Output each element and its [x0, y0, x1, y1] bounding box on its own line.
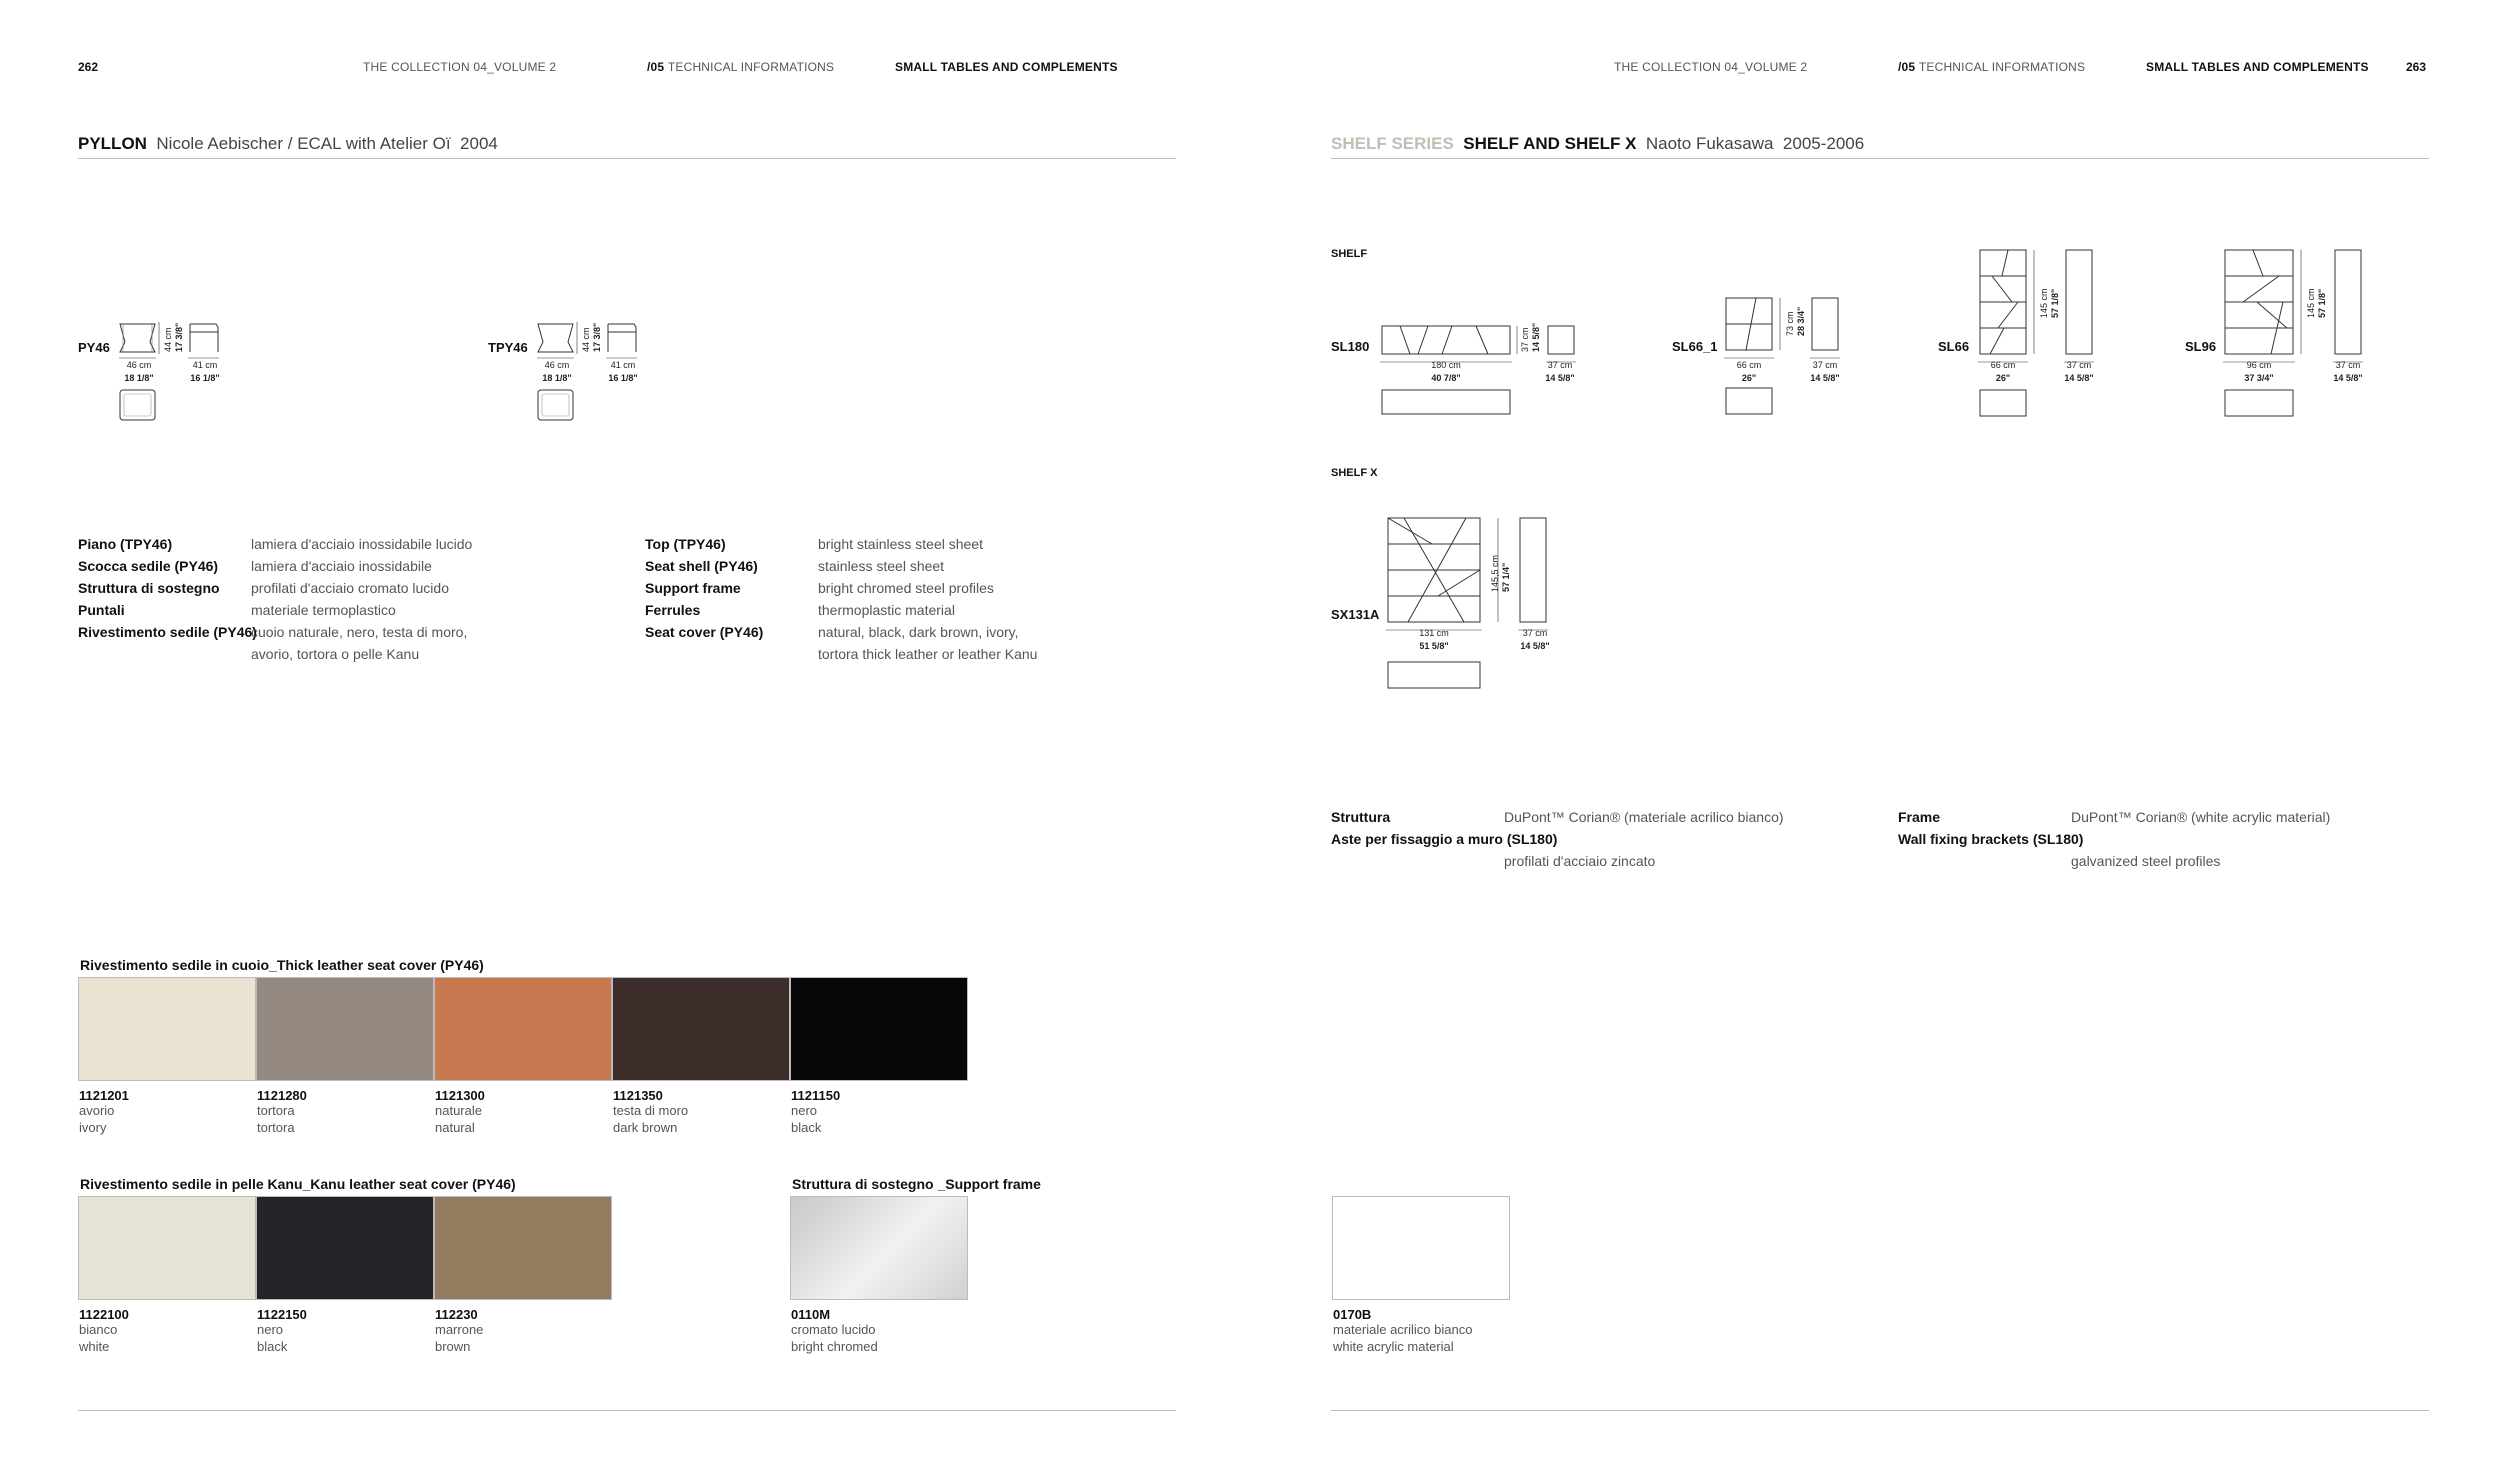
swatch-name-en: black: [791, 1120, 822, 1135]
swatch-cromato-lucido[interactable]: [790, 1196, 968, 1300]
sl96-width-cm: 96 cm: [2246, 360, 2272, 370]
spec-key: Top (TPY46): [645, 536, 726, 552]
swatch-naturale[interactable]: [434, 977, 612, 1081]
swatch-name-en: natural: [435, 1120, 475, 1135]
tpy46-depth-in: 16 1/8": [608, 373, 638, 383]
sl96-depth-cm: 37 cm: [2335, 360, 2361, 370]
swatch-name-en: brown: [435, 1339, 471, 1354]
sl66-width-cm: 66 cm: [1990, 360, 2016, 370]
spec-key: Wall fixing brackets (SL180): [1898, 831, 2084, 847]
sl180-width-in: 40 7/8": [1431, 373, 1461, 383]
swatch-code: 0170B: [1333, 1307, 1372, 1322]
specs-english: [1898, 806, 2428, 876]
swatch-testa-di-moro[interactable]: [612, 977, 790, 1081]
sl96-drawing: [2223, 242, 2373, 422]
spec-key: Aste per fissaggio a muro (SL180): [1331, 831, 1558, 847]
spec-key: Struttura: [1331, 809, 1391, 825]
spec-value: galvanized steel profiles: [2071, 853, 2221, 869]
swatch-name-it: bianco: [79, 1322, 118, 1337]
shelf-group-label: SHELF: [1331, 248, 1368, 260]
spec-value: stainless steel sheet: [818, 558, 945, 574]
tpy46-width-in: 18 1/8": [542, 373, 572, 383]
swatch-name-en: black: [257, 1339, 288, 1354]
section-number: /05: [1898, 60, 1916, 74]
spec-key: Ferrules: [645, 602, 701, 618]
swatch-name-it: naturale: [435, 1103, 482, 1118]
title-rule: [1331, 158, 2429, 159]
swatch-name-it: tortora: [257, 1103, 295, 1118]
collection-label: THE COLLECTION 04_VOLUME 2: [363, 60, 557, 74]
sl96-width-in: 37 3/4": [2244, 373, 2274, 383]
sl66-height-cm: 145 cm: [2039, 288, 2049, 318]
spec-key: Rivestimento sedile (PY46): [78, 624, 257, 640]
spec-value: tortora thick leather or leather Kanu: [818, 646, 1038, 662]
spec-value: DuPont™ Corian® (materiale acrilico bianco): [1504, 809, 1784, 825]
sl180-width-cm: 180 cm: [1431, 360, 1461, 370]
swatch-name-it: cromato lucido: [791, 1322, 876, 1337]
support-frame-heading: Struttura di sostegno _Support frame: [792, 1176, 1041, 1192]
spec-value: profilati d'acciaio cromato lucido: [251, 580, 449, 596]
thick-leather-heading: Rivestimento sedile in cuoio_Thick leather seat cover (PY46): [80, 957, 484, 973]
swatch-code: 1122100: [79, 1307, 129, 1322]
sl66-height-in: 57 1/8": [2050, 288, 2060, 318]
py46-width-in: 18 1/8": [124, 373, 154, 383]
swatch-name-en: white: [79, 1339, 110, 1354]
spec-value: avorio, tortora o pelle Kanu: [251, 646, 420, 662]
spec-value: bright chromed steel profiles: [818, 580, 994, 596]
swatch-bianco[interactable]: [78, 1196, 256, 1300]
spec-key: Struttura di sostegno: [78, 580, 220, 596]
product-name: PYLLON: [78, 134, 147, 153]
tpy46-width-cm: 46 cm: [544, 360, 570, 370]
product-name: SHELF AND SHELF X: [1463, 134, 1637, 153]
specs-english: [645, 533, 1205, 673]
category-label: [2146, 60, 2369, 74]
category-text: SMALL TABLES AND COMPLEMENTS: [895, 60, 1118, 74]
section-label: [647, 60, 834, 74]
section-label: [1898, 60, 2085, 74]
swatch-name-it: marrone: [435, 1322, 484, 1337]
swatch-marrone[interactable]: [434, 1196, 612, 1300]
spec-key: Scocca sedile (PY46): [78, 558, 219, 574]
swatch-code: 0110M: [791, 1307, 831, 1322]
spec-key: Seat cover (PY46): [645, 624, 764, 640]
spec-value: thermoplastic material: [818, 602, 955, 618]
swatch-name-en: dark brown: [613, 1120, 678, 1135]
section-name: TECHNICAL INFORMATIONS: [1918, 60, 2086, 74]
title-rule: [78, 158, 1176, 159]
py46-width-cm: 46 cm: [126, 360, 152, 370]
product-title: [1331, 134, 1864, 154]
swatch-name-en: ivory: [79, 1120, 107, 1135]
spec-value: lamiera d'acciaio inossidabile lucido: [251, 536, 473, 552]
swatch-name-it: avorio: [79, 1103, 115, 1118]
category-text: SMALL TABLES AND COMPLEMENTS: [2146, 60, 2369, 74]
swatch-avorio[interactable]: [78, 977, 256, 1081]
swatch-code: 1121201: [79, 1088, 129, 1103]
swatch-code: 1122150: [257, 1307, 307, 1322]
swatch-code: 112230: [435, 1307, 478, 1322]
product-designer: Nicole Aebischer / ECAL with Atelier Oï: [156, 134, 451, 153]
sx131a-depth-in: 14 5/8": [1520, 641, 1550, 651]
tpy46-depth-cm: 41 cm: [610, 360, 636, 370]
spec-key: Seat shell (PY46): [645, 558, 758, 574]
sl96-height-cm: 145 cm: [2306, 288, 2316, 318]
product-title: [78, 134, 498, 154]
py46-height-cm: 44 cm: [163, 327, 173, 352]
specs-italian: [78, 533, 638, 673]
swatch-nero[interactable]: [790, 977, 968, 1081]
kanu-leather-heading: Rivestimento sedile in pelle Kanu_Kanu leather seat cover (PY46): [80, 1176, 516, 1192]
swatch-code: 1121350: [613, 1088, 663, 1103]
sl66-1-drawing: [1724, 290, 1844, 420]
swatch-name-it: nero: [791, 1103, 818, 1118]
spec-value: natural, black, dark brown, ivory,: [818, 624, 1019, 640]
drawing-code-sx131a: SX131A: [1331, 607, 1380, 622]
drawing-code-sl180: SL180: [1331, 339, 1370, 354]
spec-value: profilati d'acciaio zincato: [1504, 853, 1656, 869]
swatch-name-en: bright chromed: [791, 1339, 878, 1354]
swatch-name-it: testa di moro: [613, 1103, 689, 1118]
footer-rule: [78, 1410, 1176, 1411]
sl96-depth-in: 14 5/8": [2333, 373, 2363, 383]
py46-depth-cm: 41 cm: [192, 360, 218, 370]
drawing-code-sl66: SL66: [1938, 339, 1970, 354]
sl66-depth-in: 14 5/8": [2064, 373, 2094, 383]
sl66-1-height-in: 28 3/4": [1796, 306, 1806, 336]
drawing-code-tpy46: TPY46: [488, 340, 528, 355]
shelfx-group-label: SHELF X: [1331, 467, 1378, 479]
sl66-1-width-cm: 66 cm: [1736, 360, 1762, 370]
sl180-depth-in: 14 5/8": [1545, 373, 1575, 383]
sl66-1-height-cm: 73 cm: [1785, 311, 1795, 336]
category-label: [895, 60, 1118, 74]
py46-height-in: 17 3/8": [174, 322, 184, 352]
section-number: /05: [647, 60, 665, 74]
spec-key: Support frame: [645, 580, 741, 596]
sl180-height-in: 14 5/8": [1531, 322, 1541, 352]
sx131a-height-cm: 145,5 cm: [1490, 554, 1500, 592]
sx131a-height-in: 57 1/4": [1501, 562, 1511, 592]
swatch-acrilico-bianco[interactable]: [1332, 1196, 1510, 1300]
swatch-code: 1121150: [791, 1088, 841, 1103]
swatch-name-it: nero: [257, 1322, 284, 1337]
sx131a-drawing: [1386, 510, 1586, 700]
page-number: 263: [2406, 60, 2427, 74]
product-designer: Naoto Fukasawa: [1645, 134, 1774, 153]
sl66-drawing: [1978, 242, 2098, 422]
sl66-width-in: 26": [1995, 373, 2011, 383]
spec-value: bright stainless steel sheet: [818, 536, 983, 552]
sl180-depth-cm: 37 cm: [1547, 360, 1573, 370]
drawing-code-py46: PY46: [78, 340, 110, 355]
product-series: SHELF SERIES: [1331, 134, 1454, 153]
sl66-depth-cm: 37 cm: [2066, 360, 2092, 370]
product-year: 2005-2006: [1782, 134, 1865, 153]
spec-key: Frame: [1898, 809, 1941, 825]
drawing-code-sl96: SL96: [2185, 339, 2217, 354]
collection-label: THE COLLECTION 04_VOLUME 2: [1614, 60, 1808, 74]
sl66-1-width-in: 26": [1741, 373, 1757, 383]
spec-value: DuPont™ Corian® (white acrylic material): [2071, 809, 2331, 825]
swatch-nero-kanu[interactable]: [256, 1196, 434, 1300]
tpy46-height-in: 17 3/8": [592, 322, 602, 352]
spec-value: materiale termoplastico: [251, 602, 396, 618]
page-number: 262: [78, 60, 99, 74]
sx131a-width-cm: 131 cm: [1419, 628, 1449, 638]
spec-value: lamiera d'acciaio inossidabile: [251, 558, 432, 574]
tpy46-height-cm: 44 cm: [581, 327, 591, 352]
sl96-height-in: 57 1/8": [2317, 288, 2327, 318]
spec-key: Puntali: [78, 602, 125, 618]
sl66-1-depth-cm: 37 cm: [1812, 360, 1838, 370]
swatch-name-en: tortora: [257, 1120, 295, 1135]
section-name: TECHNICAL INFORMATIONS: [667, 60, 835, 74]
spec-key: Piano (TPY46): [78, 536, 173, 552]
sx131a-width-in: 51 5/8": [1419, 641, 1449, 651]
sl66-1-depth-in: 14 5/8": [1810, 373, 1840, 383]
py46-depth-in: 16 1/8": [190, 373, 220, 383]
swatch-code: 1121280: [257, 1088, 307, 1103]
swatch-name-en: white acrylic material: [1333, 1339, 1454, 1354]
sl180-height-cm: 37 cm: [1520, 327, 1530, 352]
product-year: 2004: [460, 134, 498, 153]
swatch-name-it: materiale acrilico bianco: [1333, 1322, 1473, 1337]
specs-italian: [1331, 806, 1891, 876]
sx131a-depth-cm: 37 cm: [1522, 628, 1548, 638]
swatch-code: 1121300: [435, 1088, 485, 1103]
drawing-code-sl66-1: SL66_1: [1672, 339, 1718, 354]
swatch-tortora[interactable]: [256, 977, 434, 1081]
footer-rule: [1331, 1410, 2429, 1411]
spec-value: cuoio naturale, nero, testa di moro,: [251, 624, 468, 640]
